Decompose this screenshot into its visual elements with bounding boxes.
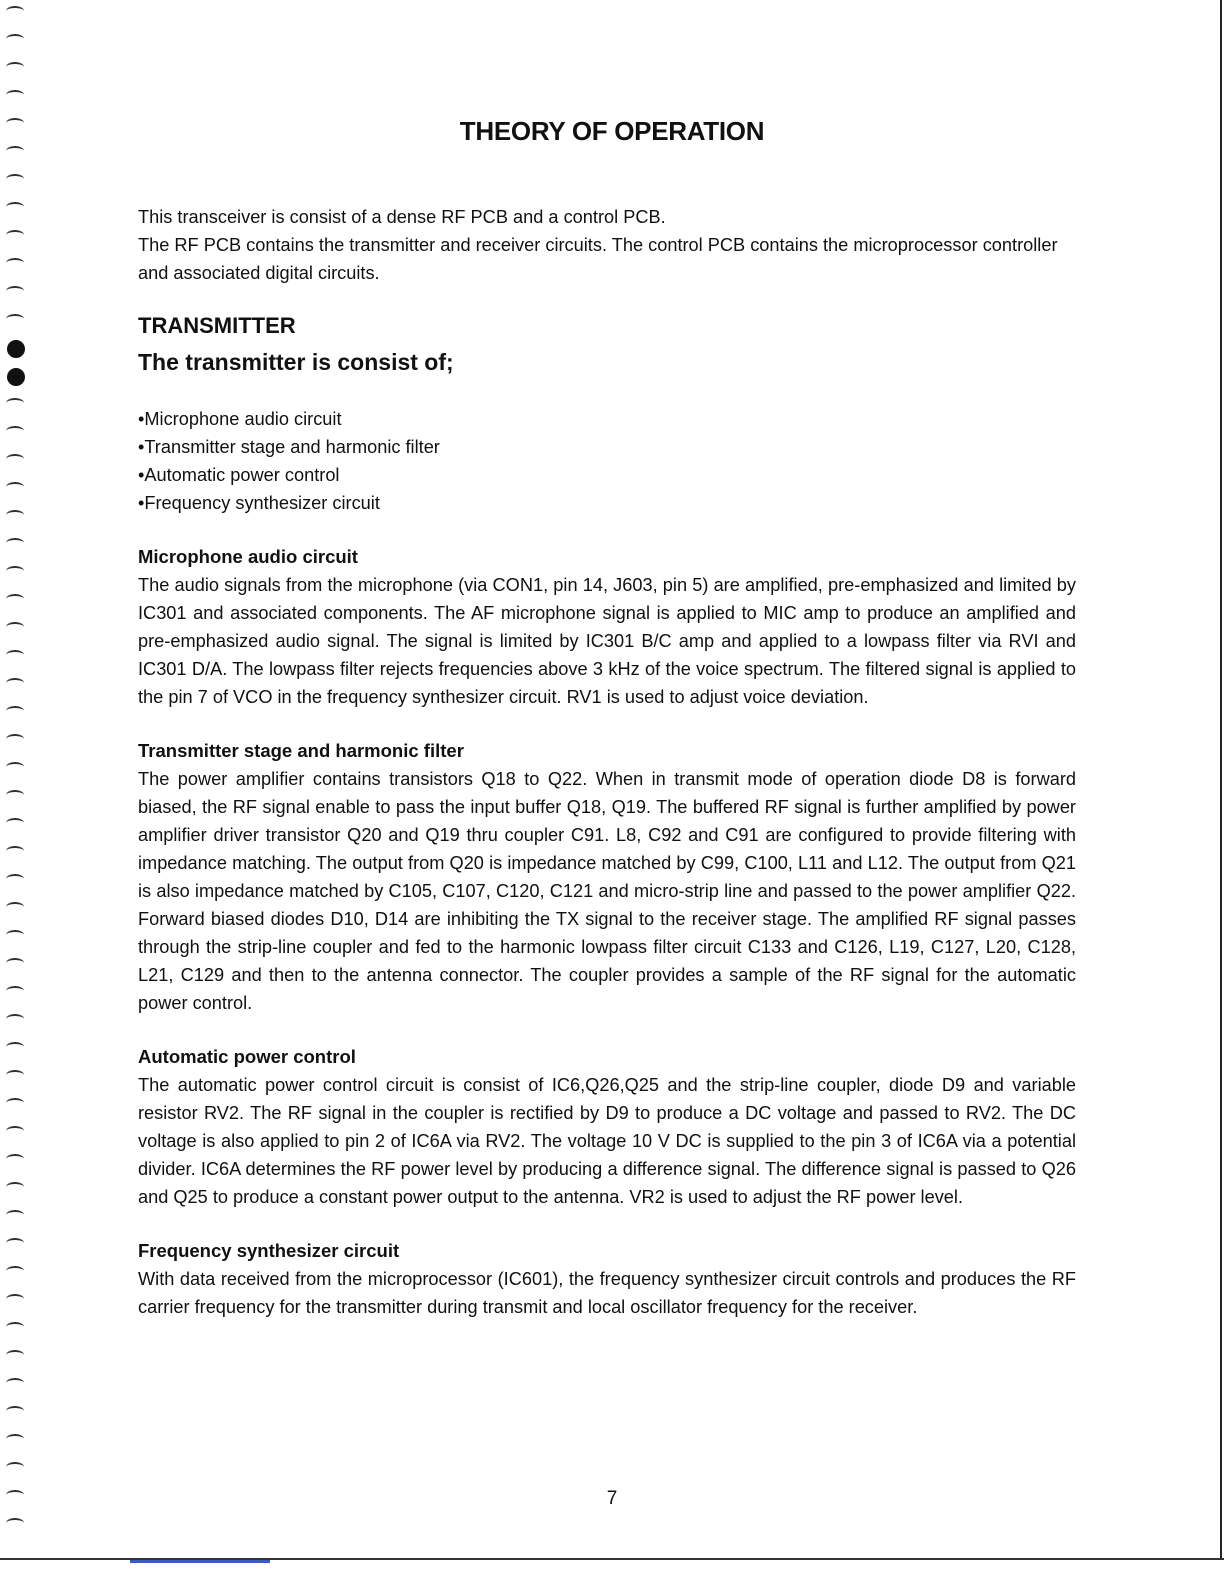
transmitter-subheading: The transmitter is consist of; <box>138 349 454 375</box>
binder-punch-dot <box>7 368 25 386</box>
binder-margin <box>4 0 32 1560</box>
binder-hole-mark <box>6 62 24 72</box>
binder-hole-mark <box>6 958 24 968</box>
binder-hole-mark <box>6 482 24 492</box>
binder-hole-mark <box>6 314 24 324</box>
list-item: • Microphone audio circuit <box>138 405 1076 433</box>
section-heading: Transmitter stage and harmonic filter <box>138 740 464 761</box>
binder-hole-mark <box>6 90 24 100</box>
section-microphone-audio <box>138 543 1076 711</box>
binder-hole-mark <box>6 622 24 632</box>
section-text: The automatic power control circuit is consist of IC6,Q26,Q25 and the strip-line coupler, diode D9 and variable resistor RV2. The RF signal in the coupler is rectified by D9 to produce a DC voltage and passed to RV2. The DC voltage is also applied to pin 2 of IC6A via RV2. The voltage 10 V DC is supplied to the pin 3 of IC6A via a potential divider. IC6A determines the RF power level by producing a difference signal. The difference signal is passed to Q26 and Q25 to produce a constant power output to the antenna. VR2 is used to adjust the RF power level. <box>138 1075 1076 1207</box>
binder-hole-mark <box>6 986 24 996</box>
page-right-edge <box>1220 0 1222 1560</box>
binder-hole-mark <box>6 426 24 436</box>
transmitter-component-list <box>138 405 1076 517</box>
section-automatic-power-control <box>138 1043 1076 1211</box>
binder-hole-mark <box>6 1518 24 1528</box>
section-heading: Automatic power control <box>138 1046 356 1067</box>
binder-hole-mark <box>6 1154 24 1164</box>
binder-hole-mark <box>6 790 24 800</box>
binder-hole-mark <box>6 650 24 660</box>
binder-hole-mark <box>6 454 24 464</box>
binder-hole-mark <box>6 1238 24 1248</box>
binder-hole-mark <box>6 762 24 772</box>
binder-hole-mark <box>6 1210 24 1220</box>
binder-hole-mark <box>6 874 24 884</box>
section-text: The audio signals from the microphone (via CON1, pin 14, J603, pin 5) are amplified, pre-emphasized and limited by IC301 and associated components. The AF microphone signal is applied to MIC amp to produce an amplified and pre-emphasized audio signal. The signal is limited by IC301 B/C amp and applied to a lowpass filter via RVI and IC301 D/A. The lowpass filter rejects frequencies above 3 kHz of the voice spectrum. The filtered signal is applied to the pin 7 of VCO in the frequency synthesizer circuit. RV1 is used to adjust voice deviation. <box>138 575 1076 707</box>
binder-hole-mark <box>6 846 24 856</box>
intro-line-2: The RF PCB contains the transmitter and receiver circuits. The control PCB contains the microprocessor controller and associated digital circuits. <box>138 235 1058 283</box>
list-item: • Frequency synthesizer circuit <box>138 489 1076 517</box>
binder-hole-mark <box>6 1070 24 1080</box>
binder-hole-mark <box>6 34 24 44</box>
binder-hole-mark <box>6 538 24 548</box>
binder-hole-mark <box>6 398 24 408</box>
binder-hole-mark <box>6 1322 24 1332</box>
binder-hole-mark <box>6 174 24 184</box>
section-frequency-synthesizer <box>138 1237 1076 1321</box>
section-heading: Frequency synthesizer circuit <box>138 1240 400 1261</box>
binder-hole-mark <box>6 818 24 828</box>
binder-hole-mark <box>6 1378 24 1388</box>
binder-hole-mark <box>6 706 24 716</box>
section-heading: Microphone audio circuit <box>138 546 358 567</box>
transmitter-heading: TRANSMITTER <box>138 313 296 338</box>
page-title: THEORY OF OPERATION <box>459 116 765 146</box>
binder-hole-mark <box>6 1350 24 1360</box>
binder-hole-mark <box>6 734 24 744</box>
binder-hole-mark <box>6 1406 24 1416</box>
binder-hole-mark <box>6 286 24 296</box>
binder-hole-mark <box>6 230 24 240</box>
binder-punch-dot <box>7 340 25 358</box>
binder-hole-mark <box>6 1294 24 1304</box>
list-item: • Transmitter stage and harmonic filter <box>138 433 1076 461</box>
binder-hole-mark <box>6 510 24 520</box>
section-text: With data received from the microprocessor (IC601), the frequency synthesizer circuit controls and produces the RF carrier frequency for the transmitter during transmit and local oscillator frequency for the receiver. <box>138 1269 1076 1317</box>
binder-hole-mark <box>6 146 24 156</box>
intro-line-1: This transceiver is consist of a dense RF PCB and a control PCB. <box>138 207 666 227</box>
binder-hole-mark <box>6 6 24 16</box>
section-text: The power amplifier contains transistors Q18 to Q22. When in transmit mode of operation diode D8 is forward biased, the RF signal enable to pass the input buffer Q18, Q19. The buffered RF signal is further amplified by power amplifier driver transistor Q20 and Q19 thru coupler C91. L8, C92 and C91 are configured to provide filtering with impedance matching. The output from Q20 is impedance matched by C99, C100, L11 and L12. The output from Q21 is also impedance matched by C105, C107, C120, C121 and micro-strip line and passed to the power amplifier Q22. Forward biased diodes D10, D14 are inhibiting the TX signal to the receiver stage. The amplified RF signal passes through the strip-line coupler and fed to the harmonic lowpass filter circuit C133 and C126, L19, C127, L20, C128, L21, C129 and then to the antenna connector. The coupler provides a sample of the RF signal for the automatic power control. <box>138 769 1076 1013</box>
binder-hole-mark <box>6 930 24 940</box>
document-body <box>138 203 1076 1321</box>
binder-hole-mark <box>6 594 24 604</box>
binder-hole-mark <box>6 1266 24 1276</box>
page-bottom-accent <box>130 1560 270 1563</box>
section-transmitter-stage <box>138 737 1076 1017</box>
binder-hole-mark <box>6 1098 24 1108</box>
binder-hole-mark <box>6 202 24 212</box>
binder-hole-mark <box>6 1014 24 1024</box>
page-number: 7 <box>606 1488 618 1509</box>
binder-hole-mark <box>6 678 24 688</box>
binder-hole-mark <box>6 1434 24 1444</box>
binder-hole-mark <box>6 258 24 268</box>
list-item: • Automatic power control <box>138 461 1076 489</box>
binder-hole-mark <box>6 1042 24 1052</box>
binder-hole-mark <box>6 566 24 576</box>
binder-hole-mark <box>6 902 24 912</box>
binder-hole-mark <box>6 1462 24 1472</box>
binder-hole-mark <box>6 1126 24 1136</box>
binder-hole-mark <box>6 1182 24 1192</box>
intro-paragraph <box>138 203 1076 287</box>
